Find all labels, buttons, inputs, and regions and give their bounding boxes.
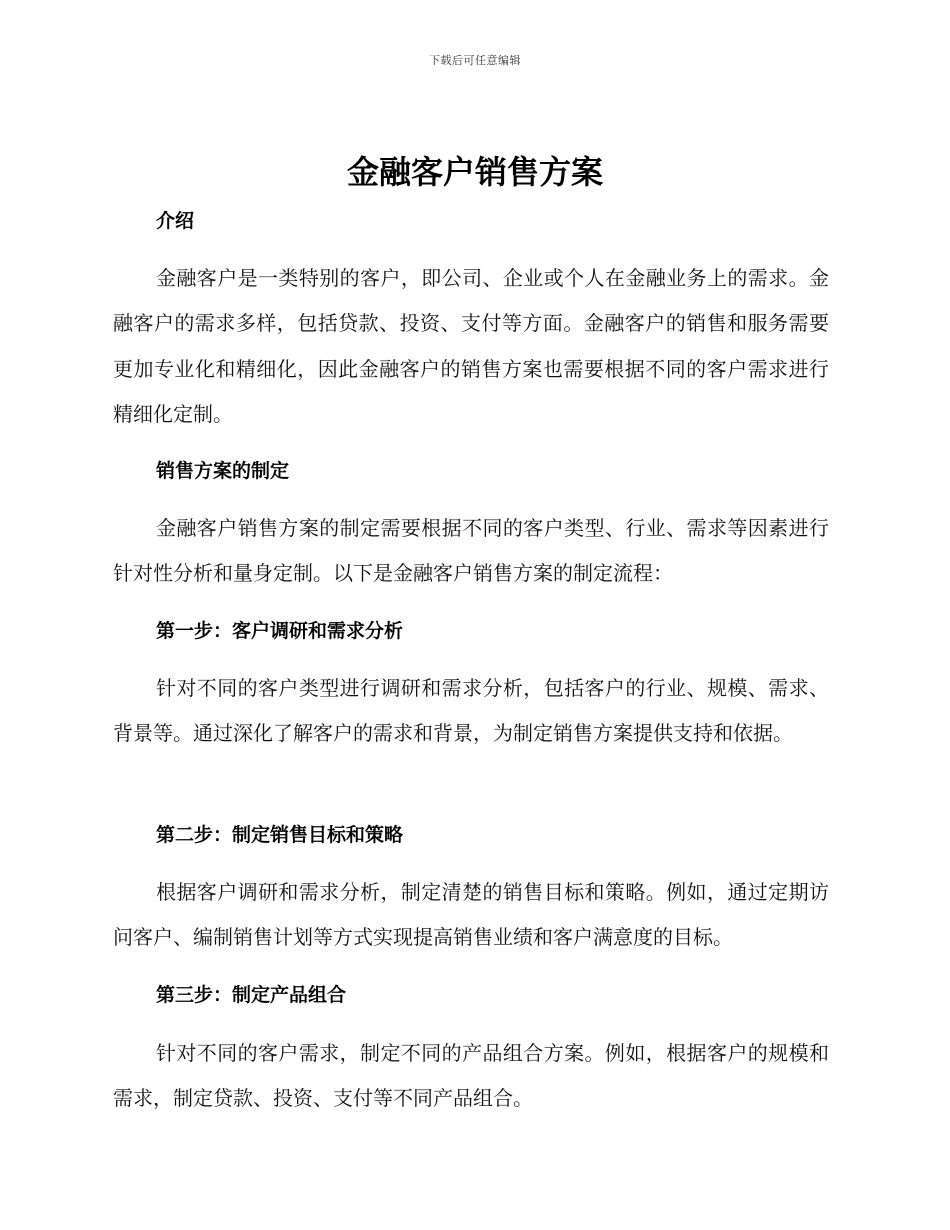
section-paragraph-intro: 金融客户是一类特别的客户，即公司、企业或个人在金融业务上的需求。金融客户的需求多样，包括贷款、投资、支付等方面。金融客户的销售和服务需要更加专业化和精细化，因此金融客户的销售方案也需要根据不同的客户需求进行精细化定制。	[113, 266, 829, 427]
section-heading-step-two: 第二步：制定销售目标和策略	[156, 824, 404, 846]
section-heading-intro: 介绍	[156, 210, 195, 232]
section-heading-step-one: 第一步：客户调研和需求分析	[156, 620, 404, 642]
document-title: 金融客户销售方案	[346, 153, 603, 191]
section-paragraph-step-two: 根据客户调研和需求分析，制定清楚的销售目标和策略。例如，通过定期访问客户、编制销售计划等方式实现提高销售业绩和客户满意度的目标。	[113, 880, 829, 950]
section-paragraph-step-three: 针对不同的客户需求，制定不同的产品组合方案。例如，根据客户的规模和需求，制定贷款、投资、支付等不同产品组合。	[113, 1041, 829, 1111]
header-watermark: 下载后可任意编辑	[429, 54, 521, 67]
section-paragraph-step-one: 针对不同的客户类型进行调研和需求分析，包括客户的行业、规模、需求、背景等。通过深化了解客户的需求和背景，为制定销售方案提供支持和依据。	[113, 676, 829, 746]
section-heading-step-three: 第三步：制定产品组合	[156, 984, 347, 1006]
section-paragraph-plan-formulation: 金融客户销售方案的制定需要根据不同的客户类型、行业、需求等因素进行针对性分析和量身定制。以下是金融客户销售方案的制定流程：	[113, 516, 829, 586]
section-heading-plan-formulation: 销售方案的制定	[156, 460, 290, 482]
